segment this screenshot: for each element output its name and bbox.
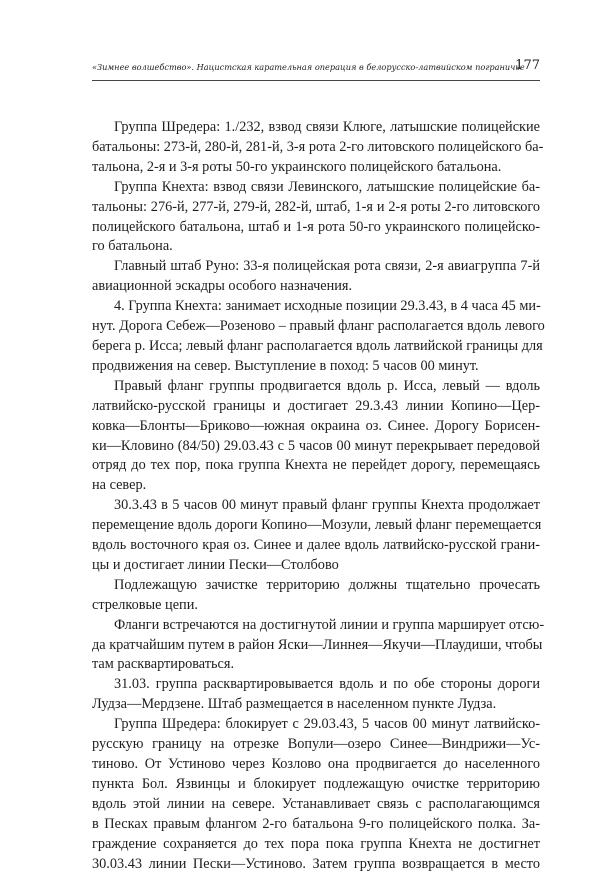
text-line: Подлежащую зачистке территорию должны тщательно прочесать <box>114 576 540 593</box>
text-line: авиационной эскадры особого назначения. <box>92 278 353 295</box>
text-line: продвижения на север. Выступление в поход: 5 часов 00 минут. <box>92 357 479 374</box>
text-line: тальона, 2-я и 3-я роты 50-го украинского полицейского батальона. <box>92 158 502 175</box>
text-line: Группа Шредера: блокирует с 29.03.43, 5 часов 00 минут латвийско- <box>114 716 540 733</box>
text-line: ки—Кловино (84/50) 29.03.43 с 5 часов 00 минут перекрывает передовой <box>92 437 540 454</box>
text-line: пункта Бол. Язвинцы и блокирует подлежащую очистке территорию <box>92 775 540 792</box>
text-line: 30.03.43 линии Пески—Устиново. Затем группа возвращается в место <box>92 855 540 872</box>
text-line: полицейского батальона, штаб и 1-я рота 50-го украинского полицейско- <box>92 218 540 235</box>
text-line: в Песках правым флангом 2-го батальона 9-го полицейского полка. За- <box>92 815 540 832</box>
paragraph <box>92 496 540 576</box>
text-line: на север. <box>92 477 147 494</box>
text-line: вдоль восточного края оз. Синее и далее вдоль латвийско-русской грани- <box>92 537 540 554</box>
paragraph <box>92 715 540 874</box>
running-title: «Зимнее волшебство». Нацистская карательная операция в белорусско-латвийском пограничье <box>92 62 525 72</box>
text-line: 4. Группа Кнехта: занимает исходные позиции 29.3.43, в 4 часа 45 ми- <box>114 298 541 315</box>
paragraph <box>92 178 540 258</box>
text-line: там расквартироваться. <box>92 656 235 673</box>
text-line: русскую границу на отрезке Вопули—озеро Синее—Виндрижи—Ус- <box>92 736 540 753</box>
text-line: граждение сохраняется до тех пора пока группа Кнехта не достигнет <box>92 835 540 852</box>
text-line: 30.3.43 в 5 часов 00 минут правый фланг группы Кнехта продолжает <box>114 497 540 514</box>
text-line: батальоны: 273-й, 280-й, 281-й, 3-я рота 2-го литовского полицейского ба- <box>92 138 544 155</box>
page-number: 177 <box>515 58 540 73</box>
paragraph <box>92 675 540 715</box>
text-line: ковка—Блонты—Бриково—южная окраина оз. Синее. Дорогу Борисен- <box>92 417 540 434</box>
text-line: Правый фланг группы продвигается вдоль р. Исса, левый — вдоль <box>114 377 540 394</box>
text-line: берега р. Исса; левый фланг располагается вдоль латвийской границы для <box>92 337 543 354</box>
paragraph <box>92 576 540 616</box>
text-line: отряд до тех пор, пока группа Кнехта не перейдет дорогу, перемещаясь <box>92 457 540 474</box>
paragraph <box>92 118 544 178</box>
text-line: цы и достигает линии Пески—Столбово <box>92 556 339 573</box>
body-text <box>92 118 545 874</box>
text-line: тиново. От Устиново через Козлово она продвигается до населенного <box>92 756 540 772</box>
paragraph <box>92 257 540 297</box>
text-line: Лудза—Мердзене. Штаб размещается в населенном пункте Лудза. <box>92 696 497 713</box>
text-line: Группа Шредера: 1./232, взвод связи Клюге, латышские полицейские <box>114 119 540 135</box>
text-line: перемещение вдоль дороги Копино—Мозули, левый фланг перемещается <box>92 517 542 534</box>
text-line: тальоны: 276-й, 277-й, 279-й, 282-й, штаб, 1-я и 2-я роты 2-го литовского <box>92 198 540 215</box>
text-line: 31.03. группа расквартировывается вдоль и по обе стороны дороги <box>114 676 540 693</box>
text-line: стрелковые цепи. <box>92 596 198 613</box>
text-line: Главный штаб Руно: 33-я полицейская рота связи, 2-я авиагруппа 7-й <box>114 258 540 275</box>
running-header <box>92 58 540 80</box>
header-rule <box>92 80 540 81</box>
text-line: Фланги встречаются на достигнутой линии и группа марширует отсю- <box>114 616 545 633</box>
text-line: латвийско-русской границы и достигает 29.3.43 линии Копино—Цер- <box>92 397 540 414</box>
text-line: го батальона. <box>92 238 173 255</box>
text-line: вдоль этой линии на севере. Устанавливает связь с располагающимся <box>92 795 540 812</box>
text-line: да кратчайшим путем в район Яски—Линнея—Якучи—Плаудиши, чтобы <box>92 636 543 653</box>
paragraph <box>92 616 545 676</box>
paragraph <box>92 297 545 377</box>
text-line: нут. Дорога Себеж—Розеново – правый фланг располагается вдоль левого <box>92 318 545 335</box>
text-line: Группа Кнехта: взвод связи Левинского, латышские полицейские ба- <box>114 178 540 195</box>
paragraph <box>92 377 540 496</box>
